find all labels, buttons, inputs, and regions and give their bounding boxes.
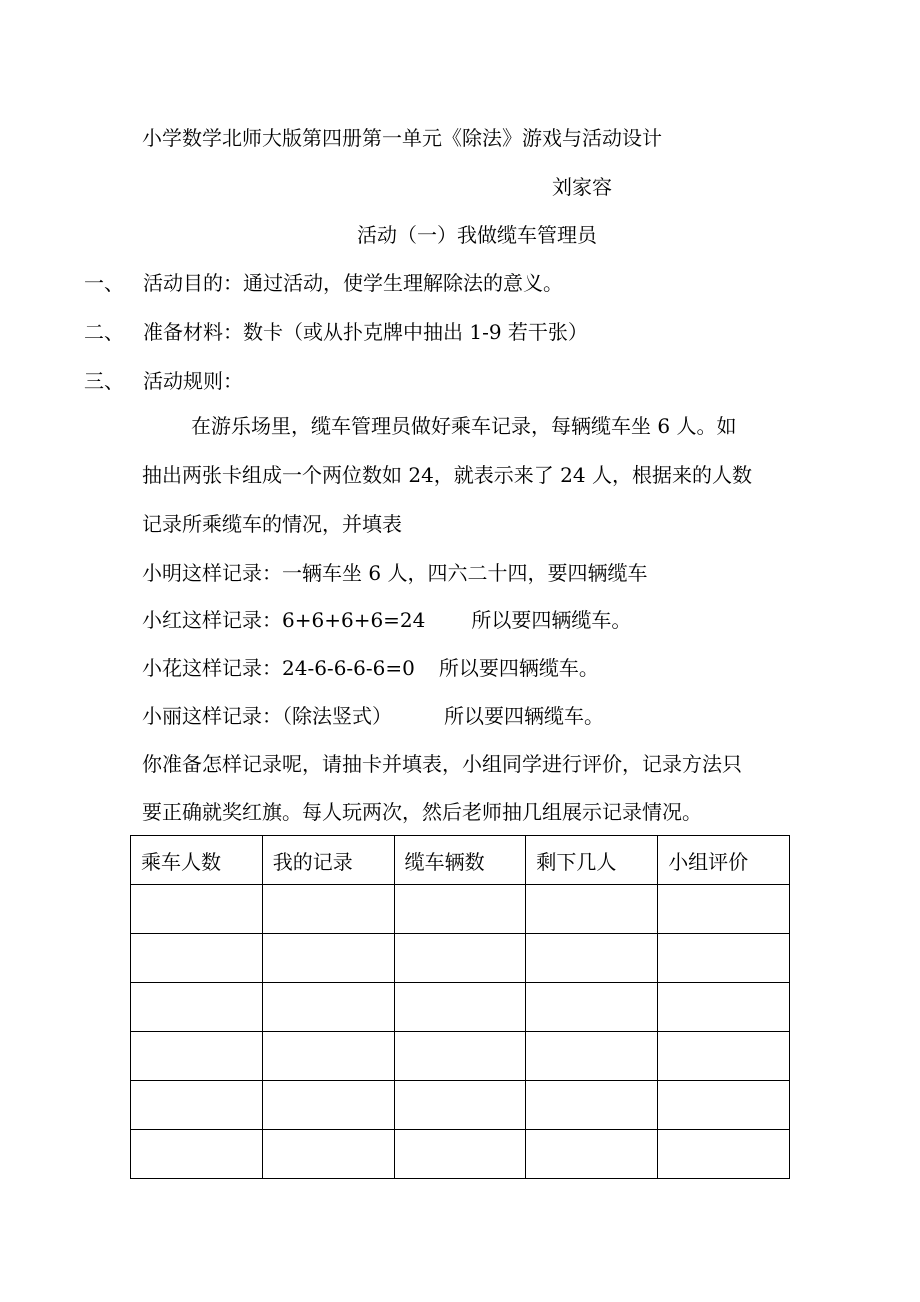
section-text: 活动目的：通过活动，使学生理解除法的意义。 xyxy=(143,271,563,295)
table-cell[interactable] xyxy=(394,934,526,983)
table-cell[interactable] xyxy=(526,1130,658,1179)
paragraph-line: 抽出两张卡组成一个两位数如 24，就表示来了 24 人，根据来的人数 xyxy=(142,463,752,487)
table-cell[interactable] xyxy=(526,885,658,934)
table-cell[interactable] xyxy=(526,983,658,1032)
table-cell[interactable] xyxy=(131,1032,263,1081)
table-cell[interactable] xyxy=(262,934,394,983)
section-number: 三、 xyxy=(84,369,124,393)
table-cell[interactable] xyxy=(526,1081,658,1130)
table-row xyxy=(131,934,790,983)
table-row xyxy=(131,885,790,934)
table-cell[interactable] xyxy=(131,934,263,983)
author-name: 刘家容 xyxy=(552,175,612,199)
record-table xyxy=(130,835,790,1179)
record-xiaoming: 小明这样记录：一辆车坐 6 人，四六二十四，要四辆缆车 xyxy=(142,561,648,585)
table-cell[interactable] xyxy=(131,1130,263,1179)
record-xiaoli: 小丽这样记录：（除法竖式） 所以要四辆缆车。 xyxy=(142,704,604,728)
activity-title: 活动（一）我做缆车管理员 xyxy=(357,223,597,247)
header-cable-cars: 缆车辆数 xyxy=(394,836,526,885)
table-cell[interactable] xyxy=(658,983,790,1032)
table-row xyxy=(131,983,790,1032)
table-cell[interactable] xyxy=(394,1032,526,1081)
table-cell[interactable] xyxy=(394,885,526,934)
table-cell[interactable] xyxy=(262,1130,394,1179)
record-xiaohua: 小花这样记录：24-6-6-6-6=0 所以要四辆缆车。 xyxy=(142,656,599,680)
table-cell[interactable] xyxy=(658,1081,790,1130)
table-cell[interactable] xyxy=(262,885,394,934)
table-cell[interactable] xyxy=(131,1081,263,1130)
paragraph-line: 在游乐场里，缆车管理员做好乘车记录，每辆缆车坐 6 人。如 xyxy=(191,414,737,438)
section-number: 二、 xyxy=(84,320,124,344)
table-cell[interactable] xyxy=(658,1032,790,1081)
table-cell[interactable] xyxy=(394,1081,526,1130)
document-title: 小学数学北师大版第四册第一单元《除法》游戏与活动设计 xyxy=(142,126,662,150)
header-group-evaluation: 小组评价 xyxy=(658,836,790,885)
section-text: 准备材料：数卡（或从扑克牌中抽出 1-9 若干张） xyxy=(143,320,588,344)
table-cell[interactable] xyxy=(526,1032,658,1081)
record-xiaohong: 小红这样记录：6+6+6+6=24 所以要四辆缆车。 xyxy=(142,608,632,632)
table-cell[interactable] xyxy=(262,1032,394,1081)
section-number: 一、 xyxy=(84,271,124,295)
header-riders: 乘车人数 xyxy=(131,836,263,885)
paragraph-line: 你准备怎样记录呢，请抽卡并填表，小组同学进行评价，记录方法只 xyxy=(142,752,742,776)
table-cell[interactable] xyxy=(131,885,263,934)
table-header-row xyxy=(131,836,790,885)
section-text: 活动规则： xyxy=(143,369,243,393)
table-cell[interactable] xyxy=(394,1130,526,1179)
header-remaining: 剩下几人 xyxy=(526,836,658,885)
table-cell[interactable] xyxy=(262,983,394,1032)
table-cell[interactable] xyxy=(526,934,658,983)
table-cell[interactable] xyxy=(262,1081,394,1130)
table-cell[interactable] xyxy=(131,983,263,1032)
paragraph-line: 要正确就奖红旗。每人玩两次，然后老师抽几组展示记录情况。 xyxy=(142,800,702,824)
paragraph-line: 记录所乘缆车的情况，并填表 xyxy=(142,512,402,536)
table-cell[interactable] xyxy=(658,934,790,983)
table-row xyxy=(131,1081,790,1130)
table-row xyxy=(131,1130,790,1179)
table-cell[interactable] xyxy=(658,1130,790,1179)
table-cell[interactable] xyxy=(658,885,790,934)
header-my-record: 我的记录 xyxy=(262,836,394,885)
table-row xyxy=(131,1032,790,1081)
table-cell[interactable] xyxy=(394,983,526,1032)
